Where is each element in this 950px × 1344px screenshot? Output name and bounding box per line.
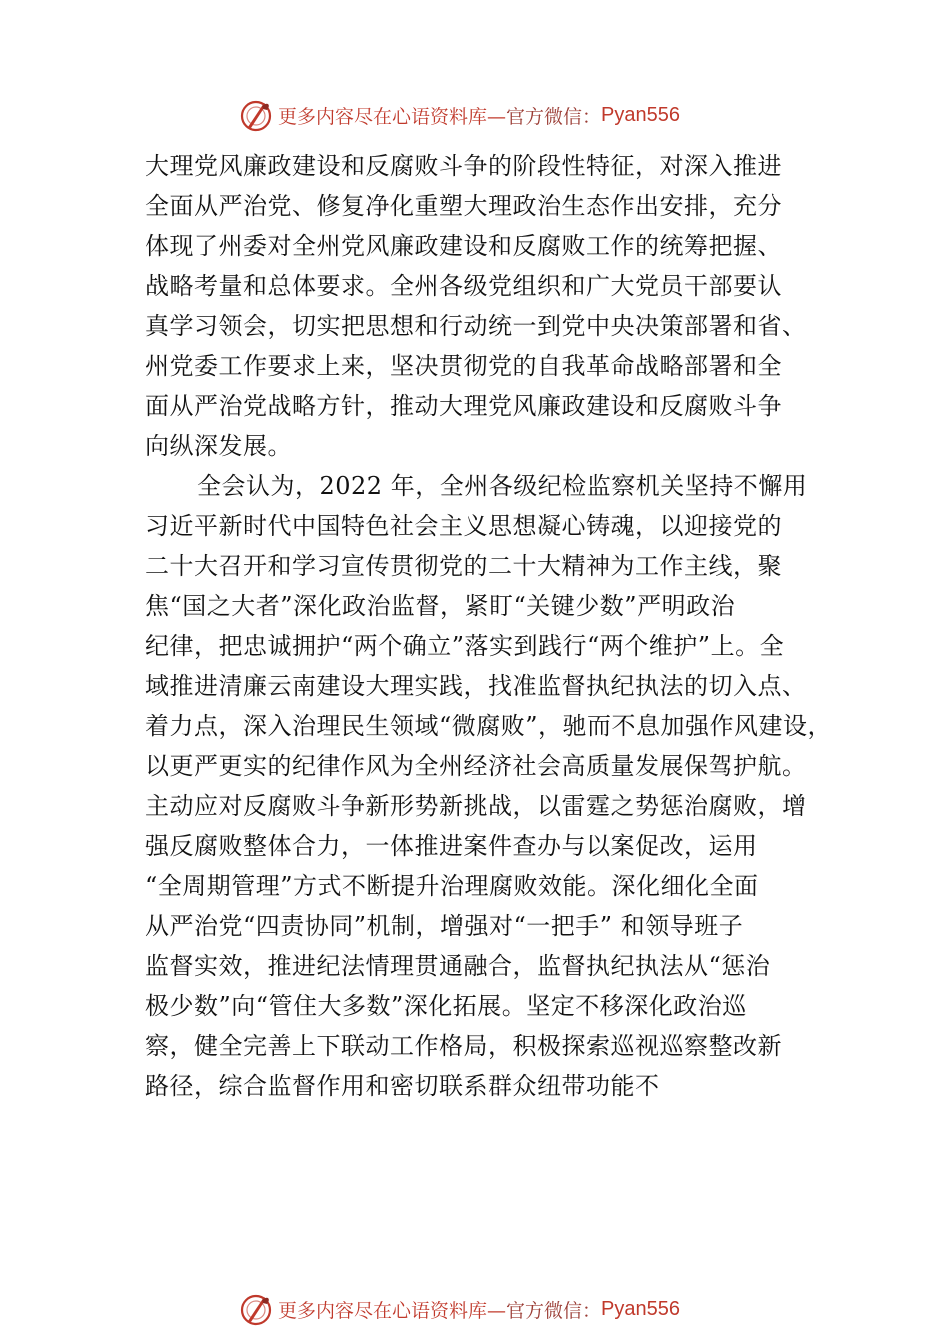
body-line: 着力点，深入治理民生领域“微腐败”，驰而不息加强作风建设，	[145, 712, 833, 740]
body-line: 向纵深发展。	[145, 432, 292, 460]
body-line: 大理党风廉政建设和反腐败斗争的阶段性特征，对深入推进	[145, 152, 782, 180]
quill-logo-icon	[238, 1291, 274, 1327]
body-line: 真学习领会，切实把思想和行动统一到党中央决策部署和省、	[145, 312, 807, 340]
footer-banner	[238, 1290, 680, 1328]
body-line: 从严治党“四责协同”机制，增强对“一把手” 和领导班子	[145, 912, 744, 940]
body-line: 域推进清廉云南建设大理实践，找准监督执纪执法的切入点、	[145, 672, 807, 700]
header-wechat-label: 官方微信：	[506, 105, 602, 128]
body-line: 极少数”向“管住大多数”深化拓展。坚定不移深化政治巡	[145, 992, 747, 1020]
header-wechat-id: Pyan556	[601, 103, 680, 126]
header-banner	[238, 96, 680, 134]
body-line: 州党委工作要求上来，坚决贯彻党的自我革命战略部署和全	[145, 352, 782, 380]
body-line: 强反腐败整体合力，一体推进案件查办与以案促改，运用	[145, 832, 758, 860]
body-line: 面从严治党战略方针，推动大理党风廉政建设和反腐败斗争	[145, 392, 782, 420]
quill-logo-icon	[238, 97, 274, 133]
body-line: 纪律，把忠诚拥护“两个确立”落实到践行“两个维护”上。全	[145, 632, 785, 660]
footer-wechat-id: Pyan556	[601, 1297, 680, 1320]
footer-banner-text: 更多内容尽在心语资料库—	[278, 1299, 507, 1322]
body-line: 焦“国之大者”深化政治监督，紧盯“关键少数”严明政治	[145, 592, 736, 620]
body-line: 战略考量和总体要求。全州各级党组织和广大党员干部要认	[145, 272, 782, 300]
body-line: “全周期管理”方式不断提升治理腐败效能。深化细化全面	[145, 872, 759, 900]
body-line: 路径，综合监督作用和密切联系群众纽带功能不	[145, 1072, 660, 1100]
header-banner-text: 更多内容尽在心语资料库—	[278, 105, 507, 128]
body-line: 察，健全完善上下联动工作格局，积极探索巡视巡察整改新	[145, 1032, 782, 1060]
body-line: 主动应对反腐败斗争新形势新挑战，以雷霆之势惩治腐败，增	[145, 792, 807, 820]
footer-wechat-label: 官方微信：	[506, 1299, 602, 1322]
body-line: 二十大召开和学习宣传贯彻党的二十大精神为工作主线，聚	[145, 552, 782, 580]
document-body	[145, 146, 835, 1106]
body-line: 以更严更实的纪律作风为全州经济社会高质量发展保驾护航。	[145, 752, 807, 780]
body-line: 全面从严治党、修复净化重塑大理政治生态作出安排，充分	[145, 192, 782, 220]
body-line: 习近平新时代中国特色社会主义思想凝心铸魂，以迎接党的	[145, 512, 782, 540]
body-line: 体现了州委对全州党风廉政建设和反腐败工作的统筹把握、	[145, 232, 782, 260]
body-line-paragraph-start: 全会认为，2022 年，全州各级纪检监察机关坚持不懈用	[197, 472, 808, 500]
body-line: 监督实效，推进纪法情理贯通融合，监督执纪执法从“惩治	[145, 952, 771, 980]
